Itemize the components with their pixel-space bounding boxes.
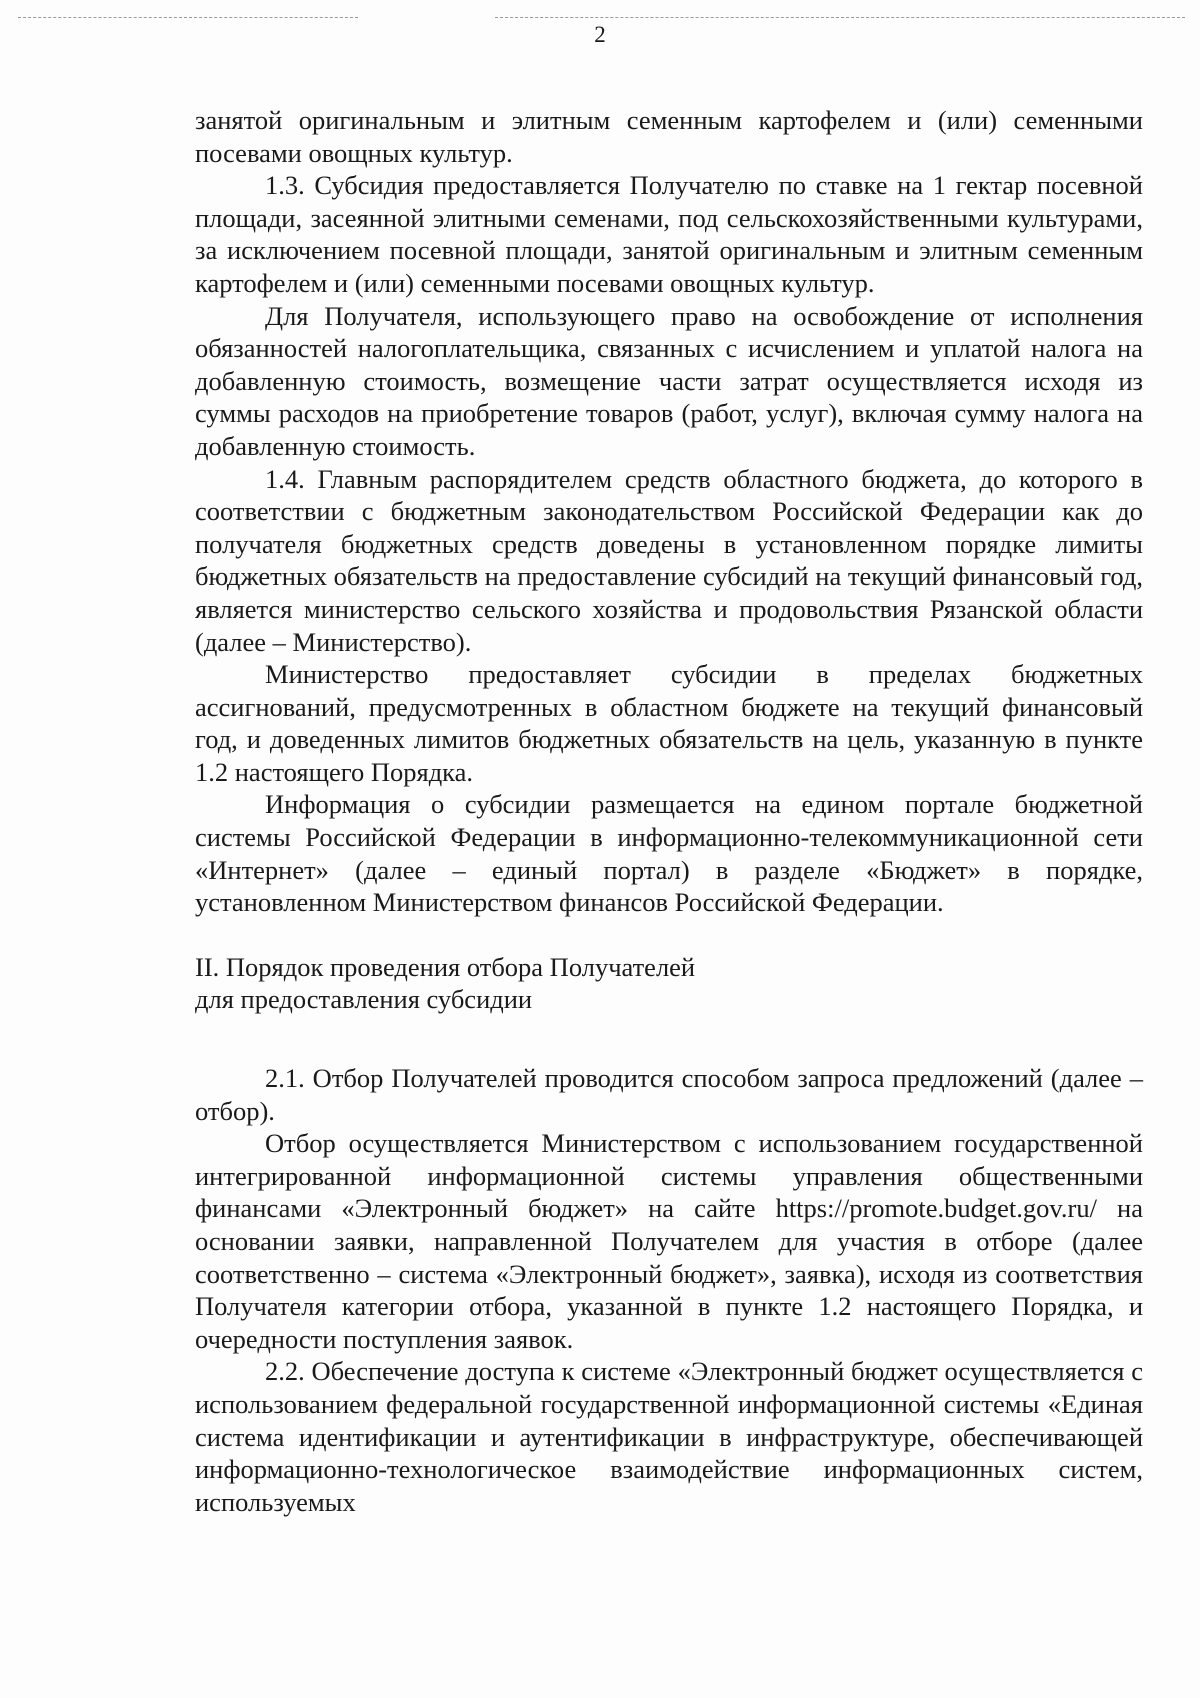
paragraph: занятой оригинальным и элитным семенным картофелем и (или) семенными посевами овощных культур.: [195, 105, 1143, 168]
paragraph: Министерство предоставляет субсидии в пределах бюджетных ассигнований, предусмотренных в областном бюджете на текущий финансовый год, и доведенных лимитов бюджетных обязательств на цель, указанную в пункте 1.2 настоящего Порядка.: [195, 659, 1143, 787]
paragraph: Информация о субсидии размещается на едином портале бюджетной системы Российской Федерации в информационно-телекоммуникационной сети «Интернет» (далее – единый портал) в разделе «Бюджет» в порядке, установленном Министерством финансов Российской Федерации.: [195, 789, 1143, 918]
scan-artifact-line: [18, 17, 358, 18]
paragraph: 1.4. Главным распорядителем средств областного бюджета, до которого в соответствии с бюджетным законодательством Российской Федерации как до получателя бюджетных средств доведены в установленном порядке лимиты бюджетных обязательств на предоставление субсидий на текущий финансовый год, является министерство сельского хозяйства и продовольствия Рязанской области (далее – Министерство).: [195, 463, 1143, 657]
page-number: 2: [594, 22, 606, 47]
paragraph: 2.2. Обеспечение доступа к системе «Электронный бюджет осуществляется с использованием федеральной государственной информационной системы «Единая система идентификации и аутентификации в инфраструктуре, обеспечивающей информационно-технологическое взаимодействие информационных систем, используемых: [195, 1356, 1143, 1517]
paragraph: Для Получателя, использующего право на освобождение от исполнения обязанностей налогоплательщика, связанных с исчислением и уплатой налога на добавленную стоимость, возмещение части затрат осуществляется исходя из суммы расходов на приобретение товаров (работ, услуг), включая сумму налога на добавленную стоимость.: [195, 300, 1143, 461]
section-heading-line: II. Порядок проведения отбора Получателей: [195, 951, 696, 982]
paragraph: 2.1. Отбор Получателей проводится способом запроса предложений (далее – отбор).: [195, 1063, 1143, 1126]
paragraph: 1.3. Субсидия предоставляется Получателю по ставке на 1 гектар посевной площади, засеянной элитными семенами, под сельскохозяйственными культурами, за исключением посевной площади, занятой оригинальным и элитным семенным картофелем и (или) семенными посевами овощных культур.: [195, 170, 1143, 298]
paragraph: Отбор осуществляется Министерством с использованием государственной интегрированной информационной системы управления общественными финансами «Электронный бюджет» на сайте https://promote.budget.gov.ru/ на основании заявки, направленной Получателем для участия в отборе (далее соответственно – система «Электронный бюджет», заявка), исходя из соответствия Получателя категории отбора, указанной в пункте 1.2 настоящего Порядка, и очередности поступления заявок.: [195, 1128, 1143, 1354]
section-heading-line: для предоставления субсидии: [195, 984, 533, 1015]
scan-artifact-line: [495, 17, 1185, 18]
section-heading: [195, 951, 1143, 1016]
document-body: [195, 104, 1143, 1518]
